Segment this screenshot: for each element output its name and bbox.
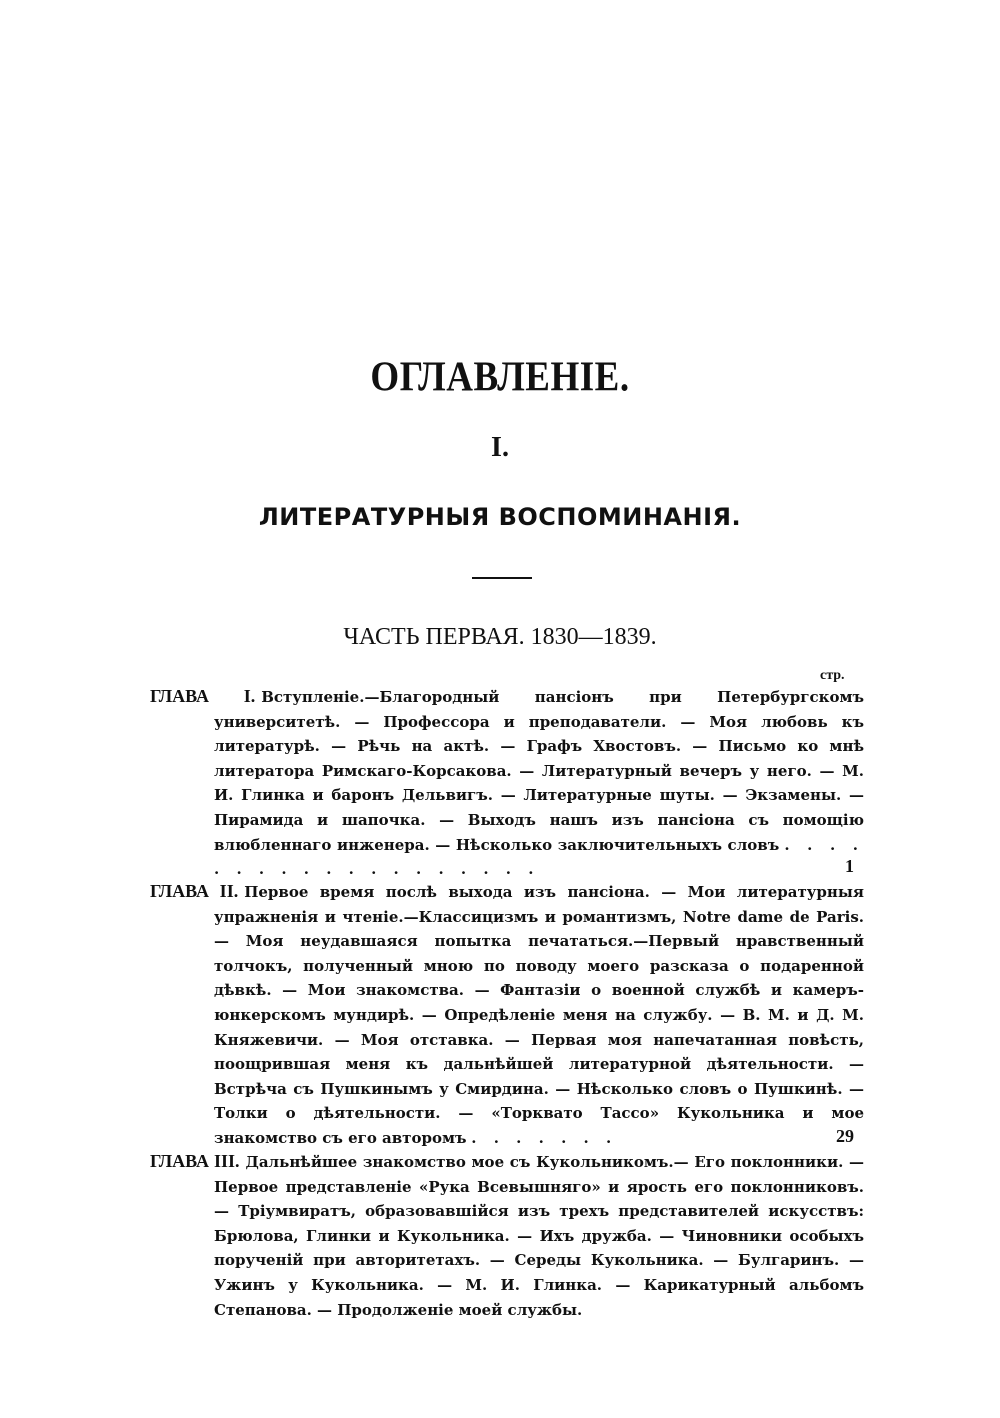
page-number: 29 <box>836 1126 854 1146</box>
toc-entry-chapter-2 <box>150 879 864 1151</box>
section-title: ЛИТЕРАТУРНЫЯ ВОСПОМИНАНІЯ. <box>258 503 742 531</box>
section-number: I. <box>491 432 509 463</box>
chapter-summary: Дальнѣйшее знакомство мое съ Кукольникомъ.— Его поклонники. — Первое представленіе «Рука Всевышняго» и ярость его поклонниковъ. — Тріумвиратъ, образовавшійся изъ трехъ представителей искусствъ: Брюлова, Глинки и Кукольника. — Ихъ дружба. — Чиновники особыхъ порученій при авторитетахъ. — Середы Кукольника. — Булгаринъ. — Ужинъ у Кукольника. — М. И. Глинка. — Карикатурный альбомъ Степанова. — Продолженіе моей службы. <box>214 1153 864 1319</box>
page-number: 1 <box>845 856 854 876</box>
chapter-summary: Вступленіе.—Благородный пансіонъ при Петербургскомъ университетѣ. — Профессора и преподаватели. — Моя любовь къ литературѣ. — Рѣчь на актѣ. — Графъ Хвостовъ. — Письмо ко мнѣ литератора Римскаго-Корсакова. — Литературный вечеръ у него. — М. И. Глинка и баронъ Дельвигъ. — Литературные шуты. — Экзамены. — Пирамида и шапочка. — Выходъ нашъ изъ пансіона съ помощію влюбленнаго инженера. — Нѣсколько заключительныхъ словъ <box>214 688 864 854</box>
chapter-label: ГЛАВА III. <box>150 1151 240 1171</box>
page-title: ОГЛАВЛЕНІЕ. <box>370 353 630 402</box>
part-heading: ЧАСТЬ ПЕРВАЯ. 1830—1839. <box>343 624 657 650</box>
toc-entry-chapter-1 <box>150 684 864 882</box>
dot-leader: . . . . . . . <box>471 1128 618 1147</box>
divider <box>472 577 532 579</box>
chapter-label: ГЛАВА I. <box>150 686 256 706</box>
dot-leader: . . . . . . . . . . . . . . . . . . . <box>214 835 864 879</box>
chapter-label: ГЛАВА II. <box>150 881 239 901</box>
page-column-label: стр. <box>820 668 845 683</box>
chapter-summary: Первое время послѣ выхода изъ пансіона. — Мои литературныя упражненія и чтеніе.—Классицизмъ и романтизмъ, Notre dame de Paris. — Моя неудавшаяся попытка печататься.—Первый нравственный толчокъ, полученный мною по поводу моего разсказа о подаренной дѣвкѣ. — Мои знакомства. — Фантазіи о военной службѣ и камеръ-юнкерскомъ мундирѣ. — Опредѣленіе меня на службу. — В. М. и Д. М. Княжевичи. — Моя отставка. — Первая моя напечатанная повѣсть, поощрившая меня къ дальнѣйшей литературной дѣятельности. — Встрѣча съ Пушкинымъ у Смирдина. — Нѣсколько словъ о Пушкинѣ. — Толки о дѣятельности. — «Торквато Тассо» Кукольника и мое знакомство съ его авторомъ <box>214 883 864 1147</box>
toc-entry-chapter-3 <box>150 1149 864 1322</box>
